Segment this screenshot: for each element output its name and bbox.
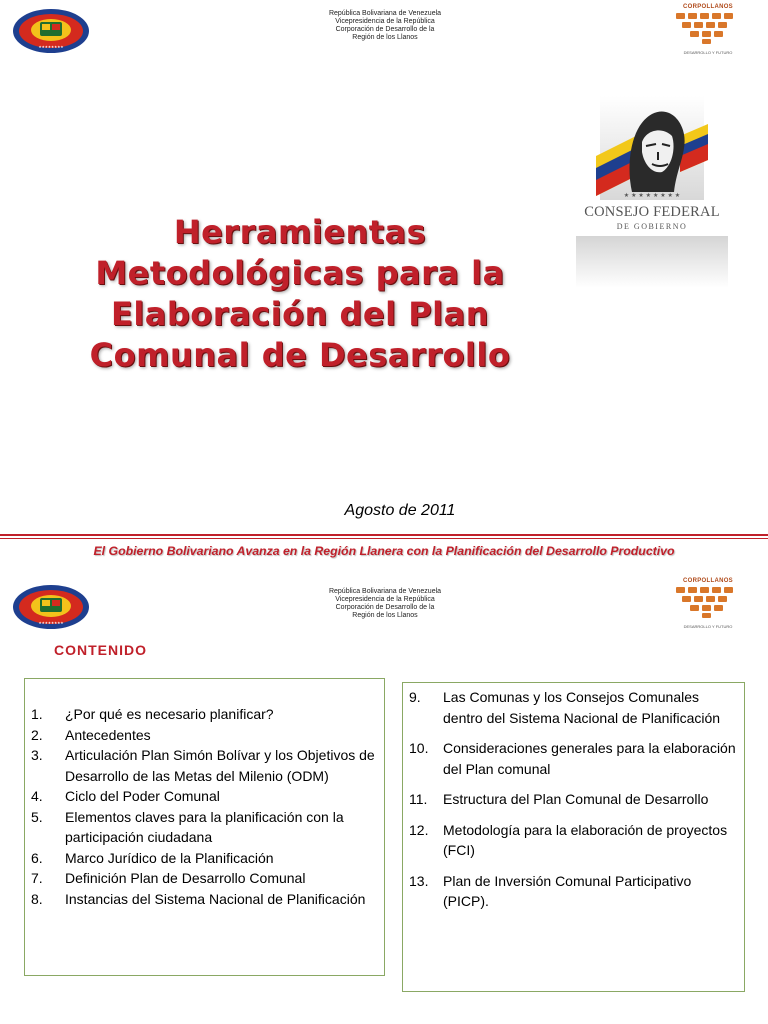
item-text: Antecedentes xyxy=(65,726,151,743)
gov-line: Región de los Llanos xyxy=(352,612,418,619)
svg-text:★ ★ ★ ★ ★ ★ ★ ★: ★ ★ ★ ★ ★ ★ ★ ★ xyxy=(623,192,681,199)
cfg-name: CONSEJO FEDERAL xyxy=(584,204,720,220)
contents-item xyxy=(31,807,381,848)
contents-item xyxy=(409,820,739,861)
slogan: El Gobierno Bolivariano Avanza en la Región Llanera con la Planificación del Desarrollo Productivo xyxy=(93,544,675,558)
gov-line: República Bolivariana de Venezuela xyxy=(328,10,442,17)
contents-item xyxy=(409,687,739,728)
item-text: ¿Por qué es necesario planificar? xyxy=(65,706,274,722)
presentation-date: Agosto de 2011 xyxy=(344,502,456,519)
item-number: 4. xyxy=(31,788,43,804)
contents-item xyxy=(31,786,381,807)
item-text: Marco Jurídico de la Planificación xyxy=(65,849,274,866)
gov-line: Vicepresidencia de la República xyxy=(335,18,435,25)
contents-item xyxy=(409,738,739,779)
item-number: 1. xyxy=(31,706,43,722)
item-number: 9. xyxy=(409,689,421,705)
contents-item xyxy=(31,725,381,746)
item-number: 7. xyxy=(31,870,43,886)
government-header-text xyxy=(300,588,470,620)
item-number: 2. xyxy=(31,726,43,743)
bolivar-portrait-icon xyxy=(576,96,728,200)
item-text: Plan de Inversión Comunal Participativo (PICP). xyxy=(443,872,692,909)
venezuela-vicepresidency-seal xyxy=(12,584,90,630)
contents-slide xyxy=(0,568,768,1024)
gov-line: Corporación de Desarrollo de la xyxy=(335,604,435,611)
svg-text:★★★★★★★★: ★★★★★★★★ xyxy=(38,621,64,625)
item-text: Instancias del Sistema Nacional de Planificación xyxy=(65,890,366,907)
government-header-text xyxy=(300,10,470,42)
contents-item xyxy=(31,848,381,869)
item-text: Estructura del Plan Comunal de Desarrollo xyxy=(443,791,709,807)
title-line: Metodológicas para la xyxy=(95,254,505,292)
corpollanos-name: CORPOLLANOS xyxy=(683,578,733,584)
cfg-subtitle: DE GOBIERNO xyxy=(616,222,688,231)
item-number: 12. xyxy=(409,821,429,838)
title-line: Elaboración del Plan xyxy=(110,295,490,333)
consejo-federal-logo xyxy=(576,96,728,292)
item-number: 13. xyxy=(409,872,429,889)
corpollanos-name: CORPOLLANOS xyxy=(683,4,733,10)
item-number: 10. xyxy=(409,740,429,756)
item-number: 6. xyxy=(31,849,43,866)
contents-item xyxy=(31,745,381,786)
divider-line-thin xyxy=(0,538,768,539)
item-text: Ciclo del Poder Comunal xyxy=(65,788,220,804)
venezuela-vicepresidency-seal xyxy=(12,8,90,54)
contents-item xyxy=(409,871,739,912)
item-number: 11. xyxy=(409,791,428,807)
corpollanos-tagline: DESARROLLO Y FUTURO xyxy=(683,624,733,629)
divider-line xyxy=(0,534,768,536)
item-number: 8. xyxy=(31,890,43,907)
item-number: 3. xyxy=(31,747,43,763)
item-text: Metodología para la elaboración de proyectos (FCI) xyxy=(443,821,728,858)
title-line: Comunal de Desarrollo xyxy=(89,336,511,374)
gov-line: Corporación de Desarrollo de la xyxy=(335,26,435,33)
presentation-title xyxy=(40,212,560,376)
contents-item xyxy=(409,789,739,810)
item-text: Elementos claves para la planificación con la participación ciudadana xyxy=(65,808,344,845)
item-text: Definición Plan de Desarrollo Comunal xyxy=(65,870,306,886)
contents-list-left xyxy=(31,704,381,909)
contents-box-right xyxy=(402,682,745,992)
contents-item xyxy=(31,868,381,889)
logo-reflection xyxy=(576,236,728,288)
corpollanos-tagline: DESARROLLO Y FUTURO xyxy=(683,50,733,55)
svg-text:★★★★★★★★: ★★★★★★★★ xyxy=(38,45,64,49)
item-number: 5. xyxy=(31,808,43,825)
contents-list-right xyxy=(409,687,739,922)
item-text: Las Comunas y los Consejos Comunales dentro del Sistema Nacional de Planificación xyxy=(443,689,721,726)
item-text: Articulación Plan Simón Bolívar y los Objetivos de Desarrollo de las Metas del Milenio (ODM) xyxy=(65,747,375,784)
contents-box-left xyxy=(24,678,385,976)
item-text: Consideraciones generales para la elaboración del Plan comunal xyxy=(443,740,736,777)
contents-item xyxy=(31,889,381,910)
gov-line: Región de los Llanos xyxy=(352,34,418,41)
gov-line: República Bolivariana de Venezuela xyxy=(328,588,442,595)
gov-line: Vicepresidencia de la República xyxy=(335,596,435,603)
section-title: CONTENIDO xyxy=(54,642,147,658)
title-line: Herramientas xyxy=(173,213,427,251)
corpollanos-logo xyxy=(672,578,744,628)
corpollanos-logo xyxy=(672,4,744,54)
contents-item xyxy=(31,704,381,725)
